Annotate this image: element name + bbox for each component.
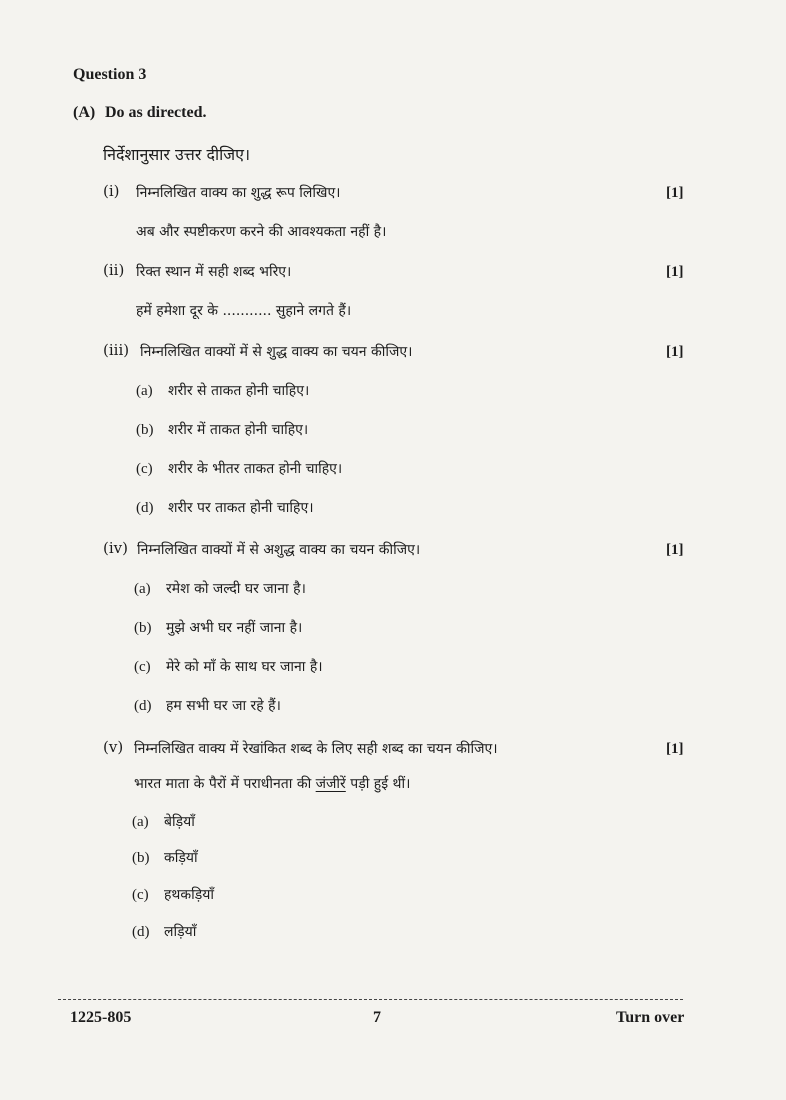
sentence-part: भारत माता के पैरों में पराधीनता की bbox=[134, 776, 316, 792]
option-text: हथकड़ियाँ bbox=[164, 887, 214, 903]
question-number: (iv) bbox=[103, 539, 128, 557]
sentence-part: पड़ी हुई थीं। bbox=[345, 776, 411, 792]
option-item bbox=[132, 885, 214, 904]
underlined-word: जंजीरें bbox=[315, 776, 346, 792]
marks-label: [1] bbox=[666, 542, 684, 558]
option-item bbox=[134, 618, 302, 637]
option-text: कड़ियाँ bbox=[164, 850, 198, 866]
question-text: निम्नलिखित वाक्यों में से अशुद्ध वाक्य का चयन कीजिए। bbox=[137, 542, 421, 558]
option-item bbox=[132, 922, 196, 941]
instruction-hindi: निर्देशानुसार उत्तर दीजिए। bbox=[103, 145, 251, 164]
section-heading bbox=[73, 104, 206, 122]
option-label: (d) bbox=[132, 924, 150, 940]
option-text: शरीर पर ताकत होनी चाहिए। bbox=[168, 500, 314, 516]
question-text: निम्नलिखित वाक्य का शुद्ध रूप लिखिए। bbox=[136, 185, 341, 201]
paper-code: 1225-805 bbox=[70, 1009, 132, 1026]
option-text: लड़ियाँ bbox=[164, 924, 197, 940]
question-sentence: हमें हमेशा दूर के ........... सुहाने लगते हैं। bbox=[136, 303, 352, 319]
option-item bbox=[134, 657, 323, 676]
page-number: 7 bbox=[373, 1009, 381, 1026]
option-label: (b) bbox=[136, 422, 154, 438]
question-number: (v) bbox=[103, 738, 124, 756]
section-label: (A) bbox=[73, 104, 96, 121]
marks-label: [1] bbox=[666, 185, 684, 201]
option-label: (a) bbox=[136, 383, 153, 399]
option-label: (c) bbox=[134, 659, 151, 675]
question-text: रिक्त स्थान में सही शब्द भरिए। bbox=[136, 264, 292, 280]
option-item bbox=[134, 579, 306, 598]
option-item bbox=[136, 381, 309, 400]
footer-divider bbox=[58, 999, 683, 1000]
option-text: शरीर से ताकत होनी चाहिए। bbox=[168, 383, 310, 399]
option-label: (a) bbox=[132, 814, 149, 830]
option-text: शरीर के भीतर ताकत होनी चाहिए। bbox=[168, 461, 343, 477]
option-label: (b) bbox=[132, 850, 150, 866]
marks-label: [1] bbox=[666, 344, 684, 360]
question-sentence: अब और स्पष्टीकरण करने की आवश्यकता नहीं है। bbox=[136, 224, 387, 240]
option-item bbox=[136, 498, 314, 517]
marks-label: [1] bbox=[666, 264, 684, 280]
option-text: मुझे अभी घर नहीं जाना है। bbox=[166, 620, 303, 636]
question-number: (i) bbox=[103, 182, 120, 200]
option-text: बेड़ियाँ bbox=[164, 814, 195, 830]
section-title: Do as directed. bbox=[105, 104, 207, 121]
option-item bbox=[136, 420, 308, 439]
question-title: Question 3 bbox=[73, 66, 147, 83]
question-sentence bbox=[134, 774, 410, 793]
option-label: (c) bbox=[132, 887, 149, 903]
option-item bbox=[134, 696, 281, 715]
option-label: (a) bbox=[134, 581, 151, 597]
question-number: (ii) bbox=[103, 261, 125, 279]
option-label: (b) bbox=[134, 620, 152, 636]
option-text: शरीर में ताकत होनी चाहिए। bbox=[168, 422, 309, 438]
turn-over-label: Turn over bbox=[616, 1009, 685, 1026]
option-label: (d) bbox=[134, 698, 152, 714]
option-item bbox=[136, 459, 342, 478]
question-text: निम्नलिखित वाक्यों में से शुद्ध वाक्य का चयन कीजिए। bbox=[140, 344, 413, 360]
option-text: रमेश को जल्दी घर जाना है। bbox=[166, 581, 306, 597]
option-item bbox=[132, 848, 198, 867]
option-text: मेरे को माँ के साथ घर जाना है। bbox=[166, 659, 323, 675]
option-label: (c) bbox=[136, 461, 153, 477]
option-label: (d) bbox=[136, 500, 154, 516]
question-text: निम्नलिखित वाक्य में रेखांकित शब्द के लिए सही शब्द का चयन कीजिए। bbox=[134, 741, 498, 757]
question-number: (iii) bbox=[103, 341, 130, 359]
option-item bbox=[132, 812, 195, 831]
marks-label: [1] bbox=[666, 741, 684, 757]
option-text: हम सभी घर जा रहे हैं। bbox=[166, 698, 281, 714]
